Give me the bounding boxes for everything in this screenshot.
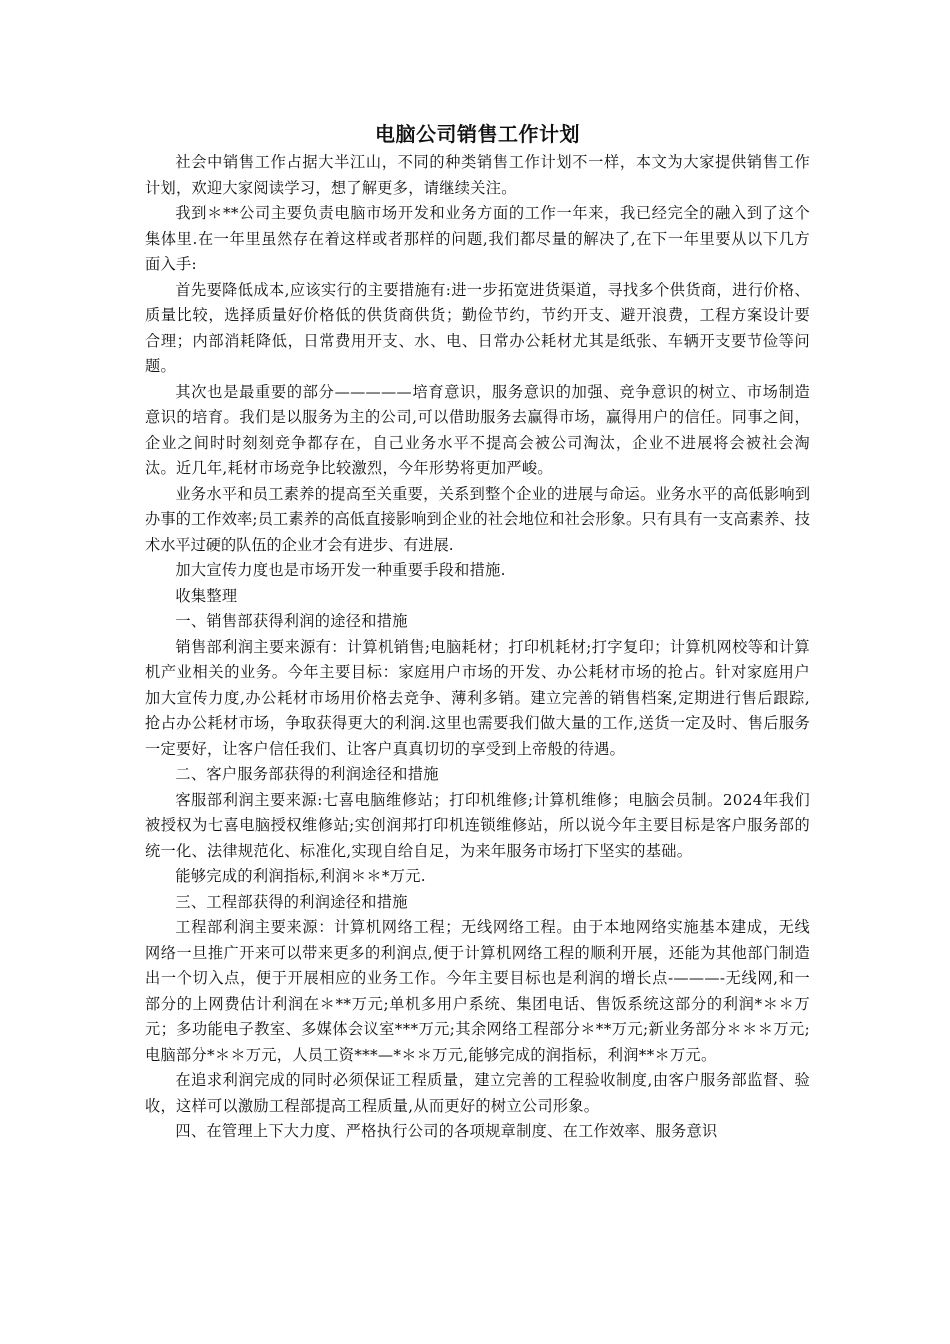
paragraph-intro: 社会中销售工作占据大半江山，不同的种类销售工作计划不一样，本文为大家提供销售工作计划，欢迎大家阅读学习，想了解更多，请继续关注。 [145, 153, 810, 197]
paragraph-engineering: 工程部利润主要来源：计算机网络工程；无线网络工程。由于本地网络实施基本建成，无线网络一旦推广开来可以带来更多的利润点,便于计算机网络工程的顺利开展，还能为其他部门制造出一个切入点，便于开展相应的业务工作。今年主要目标也是利润的增长点-———-无线网,和一部分的上网费估计利润在＊**万元;单机多用户系统、集团电话、售饭系统这部分的利润*＊＊万元；多功能电子教室、多媒体会议室***万元;其余网络工程部分＊**万元;新业务部分＊＊＊万元;电脑部分*＊＊万元，人员工资***—*＊＊万元,能够完成的润指标，利润**＊万元。 [145, 918, 810, 1064]
paragraph-awareness: 其次也是最重要的部分—————培育意识，服务意识的加强、竞争意识的树立、市场制造意识的培育。我们是以服务为主的公司,可以借助服务去赢得市场，赢得用户的信任。同事之间，企业之间时时刻刻竞争都存在，自己业务水平不提高会被公司淘汰，企业不进展将会被社会淘汰。近几年,耗材市场竞争比较激烈，今年形势将更加严峻。 [145, 382, 810, 477]
paragraph-promotion: 加大宣传力度也是市场开发一种重要手段和措施. [175, 561, 506, 579]
paragraph-profit-target: 能够完成的利润指标,利润＊＊*万元. [175, 867, 426, 885]
document-page [145, 118, 810, 1145]
paragraph-overview: 我到＊**公司主要负责电脑市场开发和业务方面的工作一年来，我已经完全的融入到了这个集体里.在一年里虽然存在着这样或者那样的问题,我们都尽量的解决了,在下一年里要从以下几方面入手: [145, 204, 810, 273]
section-heading-customer-service: 二、客户服务部获得的利润途径和措施 [175, 765, 439, 783]
paragraph-collected: 收集整理 [175, 586, 238, 605]
paragraph-sales: 销售部利润主要来源有：计算机销售;电脑耗材；打印机耗材;打字复印；计算机网校等和计算机产业相关的业务。今年主要目标：家庭用户市场的开发、办公耗材市场的抢占。针对家庭用户加大宣传力度,办公耗材市场用价格去竞争、薄利多销。建立完善的销售档案,定期进行售后跟踪,抢占办公耗材市场，争取获得更大的利润.这里也需要我们做大量的工作,送货一定及时、售后服务一定要好，让客户信任我们、让客户真真切切的享受到上帝般的待遇。 [145, 637, 810, 758]
paragraph-staff-quality: 业务水平和员工素养的提高至关重要，关系到整个企业的进展与命运。业务水平的高低影响到办事的工作效率;员工素养的高低直接影响到企业的社会地位和社会形象。只有具有一支高素养、技术水平过硬的队伍的企业才会有进步、有进展. [145, 484, 810, 554]
section-heading-management: 四、在管理上下大力度、严格执行公司的各项规章制度、在工作效率、服务意识 [175, 1122, 718, 1140]
section-heading-sales: 一、销售部获得利润的途径和措施 [175, 612, 408, 630]
paragraph-customer-service: 客服部利润主要来源:七喜电脑维修站；打印机维修;计算机维修；电脑会员制。2024年我们被授权为七喜电脑授权维修站;实创润邦打印机连锁维修站，所以说今年主要目标是客户服务部的统一化、法律规范化、标准化,实现自给自足，为来年服务市场打下坚实的基础。 [145, 790, 810, 860]
document-title: 电脑公司销售工作计划 [375, 122, 580, 146]
paragraph-cost-reduction: 首先要降低成本,应该实行的主要措施有:进一步拓宽进货渠道，寻找多个供货商，进行价格、质量比较，选择质量好价格低的供货商供货；勤俭节约，节约开支、避开浪费，工程方案设计要合理；内部消耗降低，日常费用开支、水、电、日常办公耗材尤其是纸张、车辆开支要节俭等问题。 [145, 280, 810, 375]
section-heading-engineering: 三、工程部获得的利润途径和措施 [175, 892, 408, 911]
paragraph-quality: 在追求利润完成的同时必须保证工程质量，建立完善的工程验收制度,由客户服务部监督、验收，这样可以激励工程部提高工程质量,从而更好的树立公司形象。 [145, 1071, 810, 1115]
